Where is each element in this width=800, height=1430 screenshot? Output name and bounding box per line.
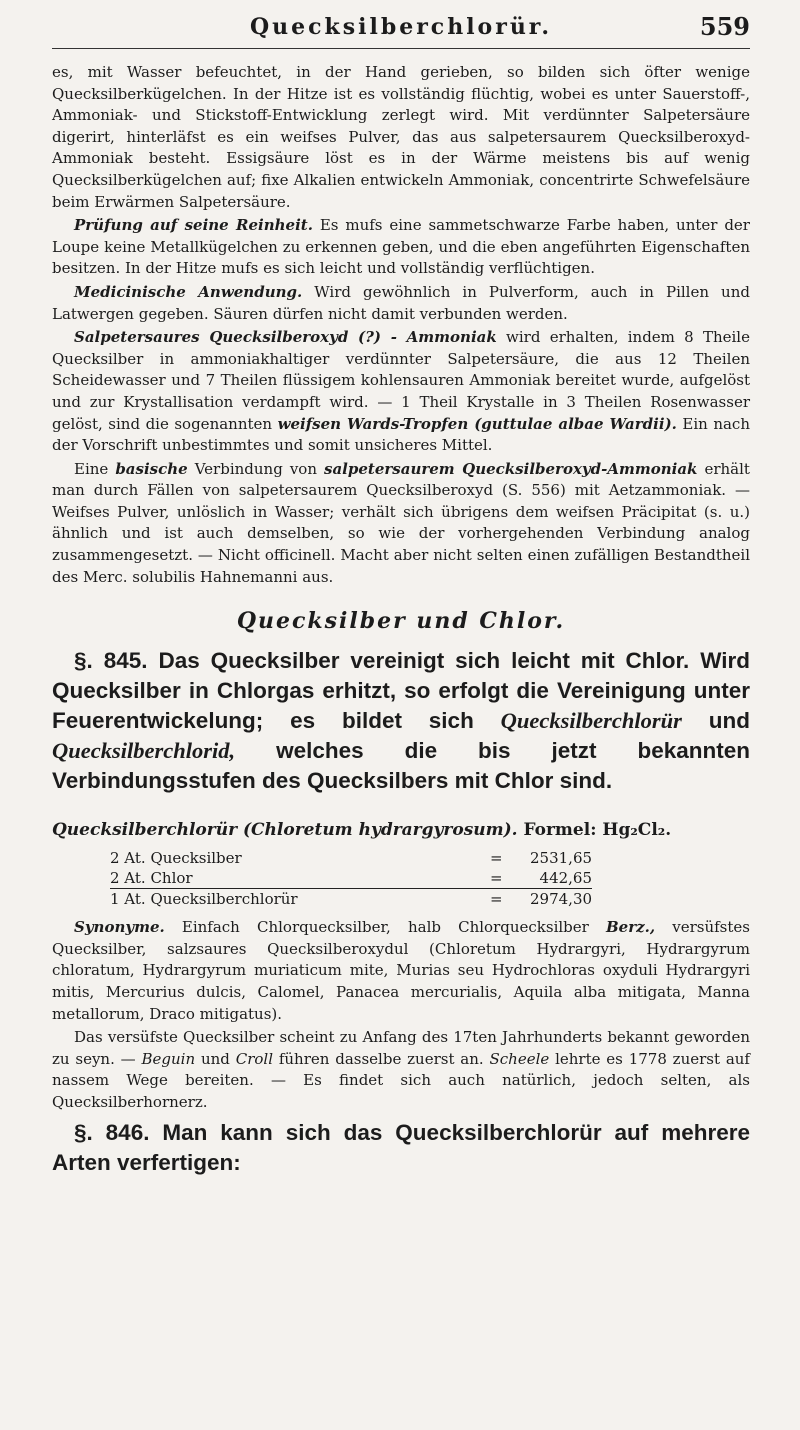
row-value: 2531,65 [530,849,593,868]
term-berz: Berz., [606,918,656,937]
lead-anwendung: Medicinische Anwendung. [74,282,303,301]
paragraph-anwendung [52,282,750,325]
text-845-2: und [708,708,750,734]
text-history-2: und [200,1049,230,1068]
paragraph-ammoniak [52,327,750,457]
row-value: 442,65 [539,869,593,888]
formula-label: Formel: [523,820,597,841]
text-basische-3: erhält man durch Fällen von salpetersaurem Quecksilberoxyd (S. 556) mit Aetzammoniak. — Weifses Pulver, unlöslich in Wasser; verhält sich übrigens dem weifsen Präcipitat (s. u.) ähnlich und ist auch demselben, so wie der vorhergehenden Verbindung analog zusammengesetzt. — Nicht officinell. Macht aber nicht selten einen zufälligen Bestandtheil des Merc. solubilis Hahnemanni aus. [52,459,750,586]
paragraph-845 [52,646,750,796]
wards-tropfen: weifsen Wards-Tropfen (guttulae albae Wardii). [277,414,677,433]
row-label: 2 At. Chlor [110,869,193,888]
composition-table [110,848,592,909]
text-ammoniak-1: wird erhalten, indem 8 Theile Quecksilber in ammoniakhaltiger verdünnter Salpetersäure, die aus 12 Theilen Scheidewasser und 7 Theilen flüssigem kohlensauren Ammoniak bereitet wurde, aufgelöst und zur Krystallisation verdampft wird. — 1 Theil Krystalle in 3 Theilen Rosenwasser gelöst, sind die sogenannten [52,328,750,433]
text-basische-1: Eine [74,459,109,478]
paragraph-pruefung [52,215,750,280]
text-ammoniak-2: Ein nach der Vorschrift unbestimmtes und somit unsicheres Mittel. [52,414,750,455]
term-salpetersaurem: salpetersaurem Quecksilberoxyd-Ammoniak [324,459,698,478]
name-scheele: Scheele [489,1049,550,1068]
text-845-1: §. 845. Das Quecksilber vereinigt sich leicht mit Chlor. Wird Quecksilber in Chlorgas erhitzt, so erfolgt die Vereinigung unter Feuerentwickelung; es bildet sich [52,648,750,734]
name-beguin: Beguin [141,1049,196,1068]
table-row [110,868,592,889]
formula: Hg₂Cl₂. [602,820,672,841]
paragraph-basische [52,459,750,589]
running-title: Quecksilberchlorür. [249,14,553,40]
text-basische-2: Verbindung von [194,459,317,478]
paragraph-846: §. 846. Man kann sich das Quecksilberchlorür auf mehrere Arten verfertigen: [52,1119,750,1175]
text-synonyme-1: Einfach Chlorquecksilber, halb Chlorquecksilber [181,918,589,937]
text-pruefung: Es mufs eine sammetschwarze Farbe haben, unter der Loupe keine Metallkügelchen zu erkennen geben, und die eben angeführten Eigenschaften besitzen. In der Hitze mufs es sich leicht und vollständig verflüchtigen. [52,216,750,278]
term-chloruer: Quecksilberchlorür [500,708,682,734]
text-anwendung: Wird gewöhnlich in Pulverform, auch in Pillen und Latwergen gegeben. Säuren dürfen nicht damit verbunden werden. [52,282,750,323]
chloruer-title: Quecksilberchlorür (Chloretum hydrargyrosum). [52,820,518,841]
page-number: 559 [699,12,750,41]
lead-synonyme: Synonyme. [74,918,165,937]
text-history-1: Das versüfste Quecksilber scheint zu Anfang des 17ten Jahrhunderts bekannt geworden zu seyn. — [52,1028,750,1068]
text-synonyme-2: versüfstes Quecksilber, salzsaures Quecksilberoxydul (Chloretum Hydrargyri, Hydrargyrum chloratum, Hydrargyrum muriaticum mite, Murias seu Hydrochloras oxyduli Hydrargyri mitis, Mercurius dulcis, Calomel, Panacea mercurialis, Aquila alba mitigata, Manna metallorum, Draco mitigatus). [52,918,750,1023]
page-header [52,0,750,62]
name-croll: Croll [235,1049,273,1068]
row-label: 2 At. Quecksilber [110,849,242,868]
row-equals: = [490,869,503,888]
text-history-3: führen dasselbe zuerst an. [278,1049,484,1068]
table-total-row [110,889,592,910]
paragraph-history [52,1027,750,1113]
header-rule [52,48,750,49]
term-basische: basische [115,459,188,478]
chloruer-heading [52,820,750,840]
row-equals: = [490,849,503,868]
term-chlorid: Quecksilberchlorid, [52,738,236,764]
paragraph-synonyme [52,917,750,1025]
total-equals: = [490,889,530,910]
table-row [110,848,592,868]
lead-ammoniak: Salpetersaures Quecksilberoxyd (?) - Ammoniak [74,328,497,347]
text-history-4: lehrte es 1778 zuerst auf nassem Wege bereiten. — Es findet sich auch natürlich, jedoch selten, als Quecksilberhornerz. [52,1049,750,1111]
section-heading: Quecksilber und Chlor. [236,608,566,635]
lead-pruefung: Prüfung auf seine Reinheit. [74,216,313,235]
paragraph-continued: es, mit Wasser befeuchtet, in der Hand gerieben, so bilden sich öfter wenige Quecksilberkügelchen. In der Hitze ist es vollständig flüchtig, wobei es unter Sauerstoff-, Ammoniak- und Stickstoff-Entwicklung zerlegt wird. Mit verdünnter Salpetersäure digerirt, hinterläfst es ein weifses Pulver, das aus salpetersaurem Quecksilberoxyd-Ammoniak besteht. Essigsäure löst es in der Wärme meistens bis auf wenig Quecksilberkügelchen auf; fixe Alkalien entwickeln Ammoniak, concentrirte Schwefelsäure beim Erwärmen Salpetersäure. [52,63,750,211]
text-845-3: welches die bis jetzt bekannten Verbindungsstufen des Quecksilbers mit Chlor sind. [52,738,750,794]
total-label: 1 At. Quecksilberchlorür [110,889,490,910]
total-value: 2974,30 [530,890,593,909]
